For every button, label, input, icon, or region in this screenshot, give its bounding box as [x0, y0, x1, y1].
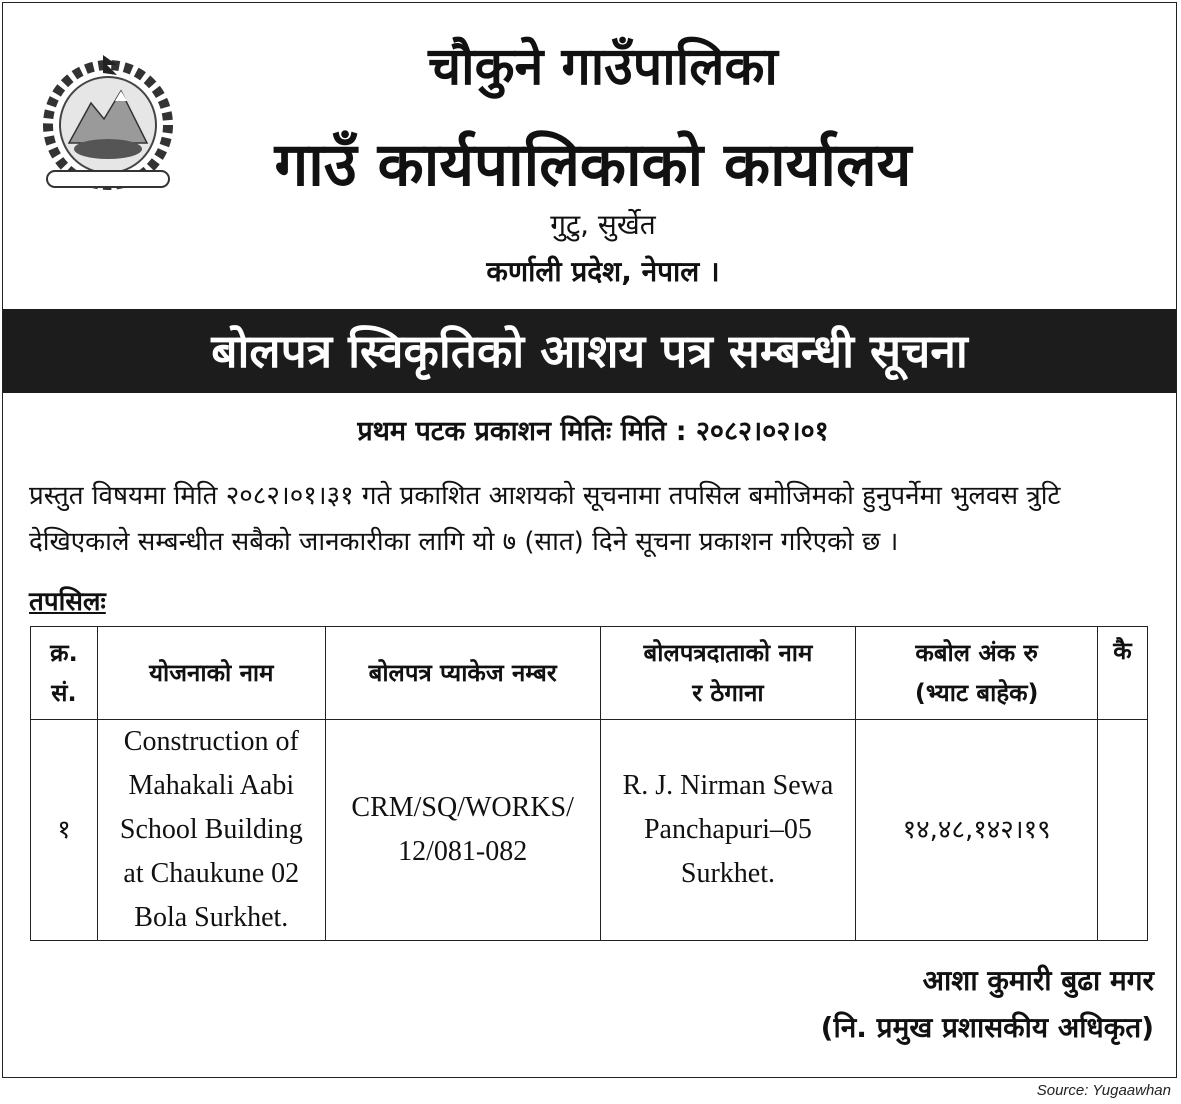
details-label: तपसिलः [29, 587, 106, 617]
cell-amount: १४,४८,१४२।१९ [856, 720, 1098, 941]
signer-designation: (नि. प्रमुख प्रशासकीय अधिकृत) [820, 1011, 1154, 1044]
bid-table [30, 626, 1148, 941]
header-bidder [600, 627, 856, 720]
header-bidder-line1: बोलपत्रदाताको नाम [643, 639, 813, 667]
header-package-number: बोलपत्र प्याकेज नम्बर [325, 627, 600, 720]
table-row [31, 720, 1148, 941]
address-line-1: गुटु, सुर्खेत [550, 208, 656, 241]
bidder-line: Surkhet. [680, 858, 775, 889]
header-sn-line2: सं. [51, 679, 77, 707]
header-project-name: योजनाको नाम [97, 627, 325, 720]
header-bidder-line2: र ठेगाना [692, 679, 764, 707]
project-line: at Chaukune 02 [123, 858, 300, 889]
notice-title: बोलपत्र स्विकृतिको आशय पत्र सम्बन्धी सूचना [211, 324, 968, 378]
header-sn-line1: क्र. [50, 639, 78, 667]
address-line-2: कर्णाली प्रदेश, नेपाल । [486, 255, 720, 288]
emblem-graphic [29, 53, 187, 193]
project-line: Construction of [123, 726, 299, 757]
project-line: Mahakali Aabi [128, 770, 295, 801]
office-name: गाउँ कार्यपालिकाको कार्यालय [274, 130, 912, 200]
header-remarks: कै [1098, 627, 1148, 720]
cell-package-number [325, 720, 600, 941]
cell-bidder [600, 720, 856, 941]
notice-document [2, 2, 1177, 1078]
project-line: School Building [119, 814, 303, 845]
cell-sn: १ [31, 720, 98, 941]
header-amount-line2: (भ्याट बाहेक) [914, 679, 1039, 707]
source-credit: Source: Yugaawhan [1036, 1082, 1171, 1099]
header-sn [31, 627, 98, 720]
signer-name: आशा कुमारी बुढा मगर [922, 964, 1154, 997]
project-line: Bola Surkhet. [134, 902, 289, 933]
nepal-government-emblem-icon [29, 53, 187, 193]
package-line: CRM/SQ/WORKS/ [351, 792, 574, 823]
notice-body: प्रस्तुत विषयमा मिति २०८२।०१।३१ गते प्रकाशित आशयको सूचनामा तपसिल बमोजिमको हुनुपर्नेमा भुलवस त्रुटि देखिएकाले सम्बन्धीत सबैको जानकारीका लागि यो ७ (सात) दिने सूचना प्रकाशन गरिएको छ । [29, 481, 1061, 557]
notice-title-banner [3, 309, 1176, 393]
bidder-line: R. J. Nirman Sewa [622, 770, 834, 801]
cell-remarks [1098, 720, 1148, 941]
package-line: 12/081-082 [398, 836, 528, 867]
publication-date: प्रथम पटक प्रकाशन मितिः मिति : २०८२।०२।०१ [357, 416, 829, 447]
header-amount-line1: कबोल अंक रु [915, 639, 1038, 667]
header-amount [856, 627, 1098, 720]
bidder-line: Panchapuri–05 [643, 814, 812, 845]
table-header-row [31, 627, 1148, 720]
cell-project-name [97, 720, 325, 941]
organization-name: चौकुने गाउँपालिका [428, 37, 778, 97]
